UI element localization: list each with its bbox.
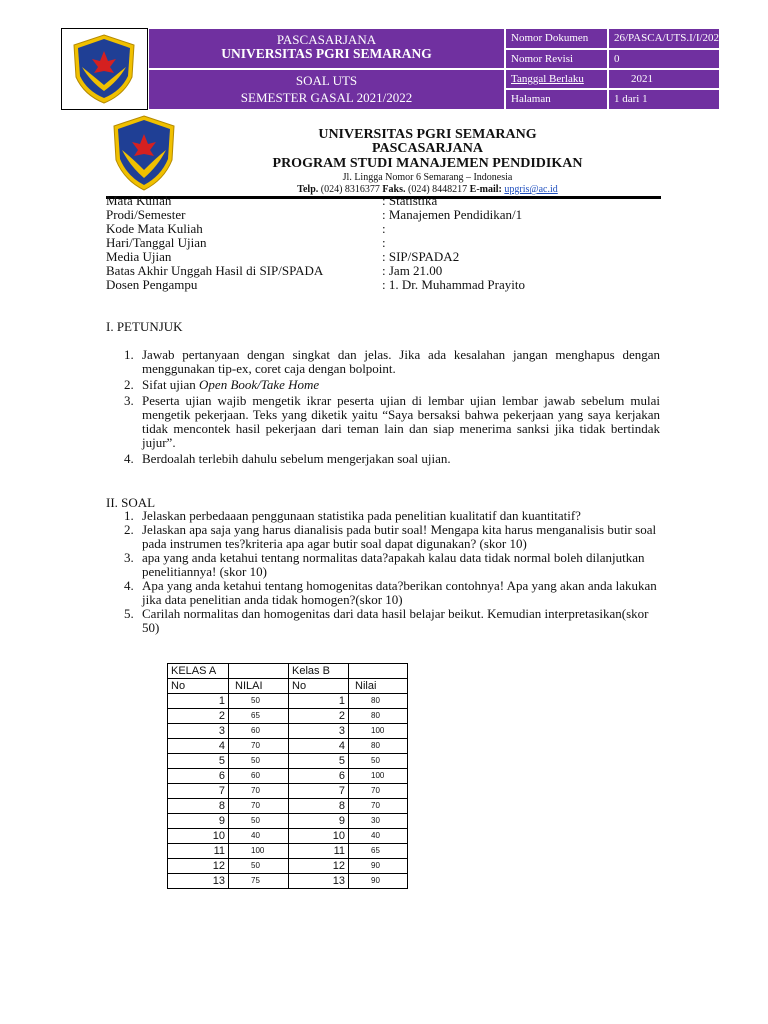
email-link[interactable]: upgris@ac.id [504, 184, 558, 195]
table-row [168, 754, 408, 769]
document-header [61, 28, 725, 110]
info-value: : SIP/SPADA2 [382, 249, 460, 264]
meta-value-halaman: 1 dari 1 [608, 89, 720, 110]
table-cell: 40 [229, 829, 289, 844]
table-row [168, 724, 408, 739]
table-cell: 50 [229, 694, 289, 709]
table-cell: 100 [229, 844, 289, 859]
section-petunjuk-heading: I. PETUNJUK [106, 319, 183, 334]
column-header: Nilai [349, 679, 408, 694]
list-item: 3. apa yang anda ketahui tentang normalitas data?apakah kalau data tidak normal boleh dilanjutkan penelitiannya! (skor 10) [124, 550, 645, 579]
table-row [168, 814, 408, 829]
table-row [168, 739, 408, 754]
table-cell: 75 [229, 874, 289, 889]
table-cell: 4 [289, 739, 349, 754]
list-item: 4. Apa yang anda ketahui tentang homogenitas data?berikan contohnya! Apa yang akan anda lakukan jika data penelitian anda tidak homogen?(skor 10) [124, 578, 657, 607]
exam-info [106, 194, 666, 292]
table-cell: 2 [168, 709, 229, 724]
table-cell: 80 [349, 694, 408, 709]
group-b-header: Kelas B [289, 664, 349, 679]
list-item: 5. Carilah normalitas dan homogenitas dari data hasil belajar beikut. Kemudian interpretasikan(skor 50) [124, 606, 649, 635]
table-cell: 1 [289, 694, 349, 709]
fax-value: (024) 8448217 [407, 184, 468, 195]
meta-label-tanggal-berlaku: Tanggal Berlaku [505, 69, 608, 89]
table-row [168, 874, 408, 889]
table-cell: 60 [229, 769, 289, 784]
info-value: : Statistika [382, 193, 438, 208]
list-item: 2. Sifat ujian Open Book/Take Home [124, 377, 320, 392]
table-row [168, 844, 408, 859]
meta-value-tanggal-berlaku: 2021 [608, 69, 720, 89]
email-label: E-mail: [469, 184, 502, 195]
table-row [168, 784, 408, 799]
table-cell: 9 [168, 814, 229, 829]
info-label: Kode Mata Kuliah [106, 221, 203, 236]
table-cell: 13 [168, 874, 229, 889]
soal-list [124, 509, 660, 635]
table-cell: 7 [168, 784, 229, 799]
table-cell: 70 [229, 799, 289, 814]
info-label: Batas Akhir Unggah Hasil di SIP/SPADA [106, 263, 324, 278]
list-item: 1. Jawab pertanyaan dengan singkat dan jelas. Jika ada kesalahan jangan menghapus dengan menggunakan tip-ex, coret caja dengan bolpoint. [124, 347, 660, 376]
table-cell: 5 [289, 754, 349, 769]
list-item: 3. Peserta ujian wajib mengetik ikrar peserta ujian di lembar ujian lembar jawab sebelum mulai mengetik pekerjaan. Teks yang diketik yaitu “Saya bersaksi bahwa pekerjaan yang saya kerjakan tidak mencontek hasil pekerjaan dari teman lain dan siap menerima sanksi jika tidak bertindak jujur”. [124, 393, 660, 450]
table-cell: 50 [229, 754, 289, 769]
info-label: Mata Kuliah [106, 193, 172, 208]
table-header-row [168, 679, 408, 694]
table-cell: 9 [289, 814, 349, 829]
table-cell: 11 [168, 844, 229, 859]
university-crest-icon [108, 114, 180, 192]
table-cell: 70 [349, 784, 408, 799]
table-cell: 100 [349, 769, 408, 784]
info-value: : Manajemen Pendidikan/1 [382, 207, 523, 222]
petunjuk-list [124, 348, 660, 466]
header-line-university: UNIVERSITAS PGRI SEMARANG [221, 46, 432, 61]
table-cell: 50 [349, 754, 408, 769]
table-cell: 4 [168, 739, 229, 754]
list-item: 1. Jelaskan perbedaaan penggunaan statistika pada penelitian kualitatif dan kuantitatif? [124, 508, 581, 523]
table-cell: 8 [289, 799, 349, 814]
info-label: Media Ujian [106, 249, 172, 264]
university-logo-cell [61, 28, 148, 110]
table-row [168, 829, 408, 844]
meta-label-halaman: Halaman [505, 89, 608, 110]
table-cell: 60 [229, 724, 289, 739]
table-cell: 65 [349, 844, 408, 859]
table-cell: 70 [349, 799, 408, 814]
table-cell: 8 [168, 799, 229, 814]
fax-label: Faks. [382, 184, 406, 195]
letterhead-address: Jl. Lingga Nomor 6 Semarang – Indonesia [342, 172, 513, 183]
list-item: 2. Jelaskan apa saja yang harus dianalisis pada butir soal! Mengapa kita harus menganalisis butir soal pada instrumen tes?kriteria apa agar butir soal dapat digunakan? (skor 10) [124, 522, 657, 551]
meta-label-nomor-revisi: Nomor Revisi [505, 49, 608, 69]
table-cell: 50 [229, 859, 289, 874]
university-logo-icon [62, 29, 147, 109]
table-cell: 10 [289, 829, 349, 844]
letterhead-program: PROGRAM STUDI MANAJEMEN PENDIDIKAN [272, 156, 583, 171]
table-row [168, 769, 408, 784]
table-row [168, 709, 408, 724]
table-cell: 7 [289, 784, 349, 799]
table-cell: 12 [168, 859, 229, 874]
column-header: NILAI [229, 679, 289, 694]
meta-value-nomor-revisi: 0 [608, 49, 720, 69]
telp-label: Telp. [297, 184, 319, 195]
table-cell: 80 [349, 739, 408, 754]
table-cell: 6 [168, 769, 229, 784]
letterhead-faculty: PASCASARJANA [372, 141, 483, 156]
info-value: : 1. Dr. Muhammad Prayito [382, 277, 525, 292]
table-cell: 5 [168, 754, 229, 769]
section-soal-heading: II. SOAL [106, 495, 156, 510]
column-header: No [289, 679, 349, 694]
table-cell [229, 664, 289, 679]
table-cell: 70 [229, 739, 289, 754]
table-cell: 70 [229, 784, 289, 799]
table-group-row [168, 664, 408, 679]
column-header: No [168, 679, 229, 694]
group-a-header: KELAS A [168, 664, 229, 679]
header-line-soal-uts: SOAL UTS [295, 73, 358, 88]
info-value: : Jam 21.00 [382, 263, 443, 278]
header-line-semester: SEMESTER GASAL 2021/2022 [240, 90, 413, 105]
header-title-block [148, 28, 505, 110]
table-row [168, 799, 408, 814]
table-cell [349, 664, 408, 679]
table-cell: 2 [289, 709, 349, 724]
table-row [168, 859, 408, 874]
table-cell: 3 [289, 724, 349, 739]
table-cell: 3 [168, 724, 229, 739]
info-label: Prodi/Semester [106, 207, 186, 222]
data-table [167, 663, 408, 889]
table-cell: 11 [289, 844, 349, 859]
letterhead-logo [108, 114, 180, 192]
header-line-pascasarjana: PASCASARJANA [276, 32, 377, 47]
info-value: : [382, 235, 386, 250]
table-cell: 10 [168, 829, 229, 844]
table-cell: 6 [289, 769, 349, 784]
table-cell: 50 [229, 814, 289, 829]
table-cell: 100 [349, 724, 408, 739]
header-meta-block [505, 28, 725, 110]
letterhead [0, 112, 768, 202]
meta-label-nomor-dokumen: Nomor Dokumen [505, 28, 608, 49]
table-row [168, 694, 408, 709]
info-label: Dosen Pengampu [106, 277, 198, 292]
telp-value: (024) 8316377 [320, 184, 380, 195]
table-cell: 13 [289, 874, 349, 889]
info-value: : [382, 221, 386, 236]
table-cell: 90 [349, 859, 408, 874]
meta-value-nomor-dokumen: 26/PASCA/UTS.I/I/2022 [608, 28, 720, 49]
table-cell: 80 [349, 709, 408, 724]
info-label: Hari/Tanggal Ujian [106, 235, 207, 250]
table-cell: 65 [229, 709, 289, 724]
table-cell: 90 [349, 874, 408, 889]
table-cell: 30 [349, 814, 408, 829]
letterhead-university: UNIVERSITAS PGRI SEMARANG [318, 127, 537, 142]
table-cell: 12 [289, 859, 349, 874]
table-cell: 40 [349, 829, 408, 844]
table-cell: 1 [168, 694, 229, 709]
list-item: 4. Berdoalah terlebih dahulu sebelum mengerjakan soal ujian. [124, 451, 451, 466]
